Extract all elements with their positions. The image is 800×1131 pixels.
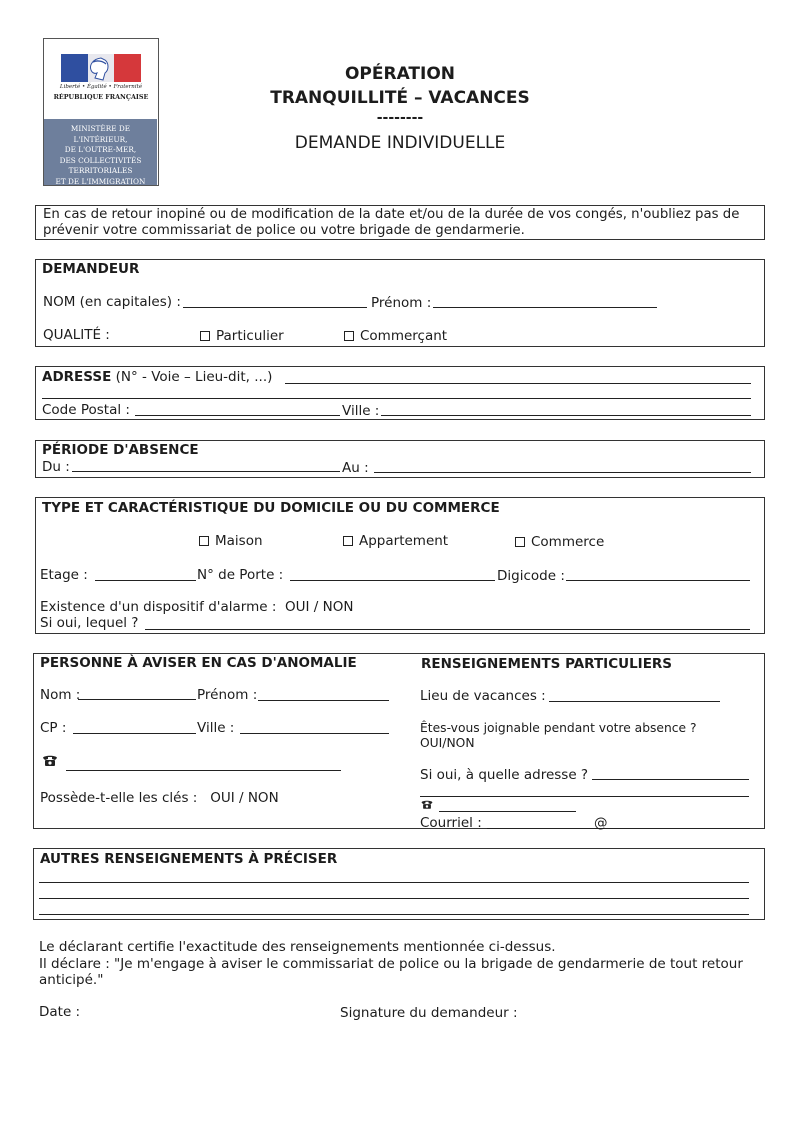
- particulier-checkbox[interactable]: [200, 331, 210, 341]
- joignable-options[interactable]: OUI/NON: [420, 736, 475, 750]
- appartement-option[interactable]: Appartement: [343, 533, 448, 549]
- joignable-label: Êtes-vous joignable pendant votre absence ?: [420, 721, 697, 735]
- personne-cp-label: CP :: [40, 720, 67, 736]
- republic-name: RÉPUBLIQUE FRANÇAISE: [53, 93, 149, 101]
- date-label: Date :: [39, 1004, 81, 1020]
- particulier-option[interactable]: Particulier: [200, 328, 284, 344]
- appartement-checkbox[interactable]: [343, 536, 353, 546]
- signature-label: Signature du demandeur :: [340, 1005, 518, 1021]
- domicile-heading: TYPE ET CARACTÉRISTIQUE DU DOMICILE OU DU COMMERCE: [42, 500, 500, 516]
- au-field[interactable]: [374, 472, 751, 473]
- code-postal-label: Code Postal :: [42, 402, 130, 418]
- courriel-label: Courriel :: [420, 815, 482, 831]
- personne-phone-field[interactable]: [66, 770, 341, 771]
- personne-prenom-label: Prénom :: [197, 687, 258, 703]
- maison-option[interactable]: Maison: [199, 533, 263, 549]
- personne-ville-label: Ville :: [197, 720, 235, 736]
- etage-field[interactable]: [95, 580, 196, 581]
- courriel-field[interactable]: [487, 828, 750, 829]
- renseignements-phone-field[interactable]: [439, 811, 576, 812]
- renseignements-heading: RENSEIGNEMENTS PARTICULIERS: [421, 656, 673, 672]
- du-label: Du :: [42, 459, 70, 475]
- phone-icon-2: [420, 799, 434, 810]
- digicode-label: Digicode :: [497, 568, 565, 584]
- code-postal-field[interactable]: [135, 415, 340, 416]
- nom-label: NOM (en capitales) :: [43, 294, 181, 310]
- du-field[interactable]: [72, 471, 340, 472]
- declaration-line-1: Il déclare : "Je m'engage à aviser le commissariat de police ou la brigade de gendarmerie de tout retour: [39, 956, 743, 972]
- personne-nom-label: Nom :: [40, 687, 81, 703]
- qualite-label: QUALITÉ :: [43, 327, 110, 343]
- notice-line-1: En cas de retour inopiné ou de modification de la date et/ou de la durée de vos congés, n'oubliez pas de: [43, 207, 740, 222]
- autres-line-3[interactable]: [39, 914, 749, 915]
- autres-line-1[interactable]: [39, 882, 749, 883]
- title-line-1: OPÉRATION: [344, 64, 456, 84]
- etage-label: Etage :: [40, 567, 88, 583]
- cles-label: Possède-t-elle les clés : OUI / NON: [40, 790, 279, 806]
- digicode-field[interactable]: [566, 580, 750, 581]
- marianne-flag-icon: [61, 54, 141, 82]
- porte-label: N° de Porte :: [197, 567, 284, 583]
- notice-line-2: prévenir votre commissariat de police ou votre brigade de gendarmerie.: [43, 223, 525, 238]
- ville-field[interactable]: [381, 415, 751, 416]
- personne-heading: PERSONNE À AVISER EN CAS D'ANOMALIE: [40, 655, 357, 671]
- adresse-field-2[interactable]: [42, 398, 751, 399]
- personne-ville-field[interactable]: [240, 733, 389, 734]
- lieu-field[interactable]: [549, 701, 720, 702]
- personne-prenom-field[interactable]: [258, 700, 389, 701]
- adresse-vacances-label: Si oui, à quelle adresse ?: [420, 767, 589, 783]
- cles-options[interactable]: OUI / NON: [210, 790, 279, 806]
- alarme-label: Existence d'un dispositif d'alarme : OUI / NON: [40, 599, 354, 615]
- certification-text: Le déclarant certifie l'exactitude des renseignements mentionnée ci-dessus.: [39, 939, 556, 955]
- lequel-field[interactable]: [145, 629, 750, 630]
- prenom-field[interactable]: [433, 307, 657, 308]
- adresse-vacances-field[interactable]: [592, 779, 749, 780]
- republic-motto: Liberté • Égalité • Fraternité: [59, 84, 143, 90]
- page-subtitle: DEMANDE INDIVIDUELLE: [294, 133, 506, 153]
- adresse-vacances-field-2[interactable]: [420, 796, 749, 797]
- commerce-option[interactable]: Commerce: [515, 534, 604, 550]
- commerce-checkbox[interactable]: [515, 537, 525, 547]
- au-label: Au :: [342, 460, 369, 476]
- autres-heading: AUTRES RENSEIGNEMENTS À PRÉCISER: [40, 851, 338, 867]
- periode-heading: PÉRIODE D'ABSENCE: [42, 442, 199, 458]
- adresse-field[interactable]: [285, 383, 751, 384]
- prenom-label: Prénom :: [371, 295, 432, 311]
- republique-logo: [43, 38, 159, 186]
- adresse-heading: ADRESSE (N° - Voie – Lieu-dit, ...): [42, 369, 273, 385]
- declaration-line-2: anticipé.": [39, 972, 104, 988]
- title-line-2: TRANQUILLITÉ – VACANCES: [270, 88, 530, 108]
- lieu-label: Lieu de vacances :: [420, 688, 546, 704]
- phone-icon: [41, 754, 59, 767]
- ville-label: Ville :: [342, 403, 380, 419]
- commercant-option[interactable]: Commerçant: [344, 328, 447, 344]
- demandeur-heading: DEMANDEUR: [42, 261, 140, 277]
- commercant-checkbox[interactable]: [344, 331, 354, 341]
- lequel-label: Si oui, lequel ?: [40, 615, 139, 631]
- ministry-name: MINISTÈRE DE L'INTÉRIEUR, DE L'OUTRE-MER, DES COLLECTIVITÉS TERRITORIALES ET DE L'IMMIGRATION: [44, 119, 157, 185]
- personne-cp-field[interactable]: [73, 733, 196, 734]
- porte-field[interactable]: [290, 580, 495, 581]
- alarme-options[interactable]: OUI / NON: [285, 599, 354, 615]
- maison-checkbox[interactable]: [199, 536, 209, 546]
- autres-line-2[interactable]: [39, 898, 749, 899]
- at-sign: @: [594, 815, 608, 831]
- title-separator: --------: [376, 110, 424, 126]
- personne-nom-field[interactable]: [78, 699, 196, 700]
- nom-field[interactable]: [183, 307, 367, 308]
